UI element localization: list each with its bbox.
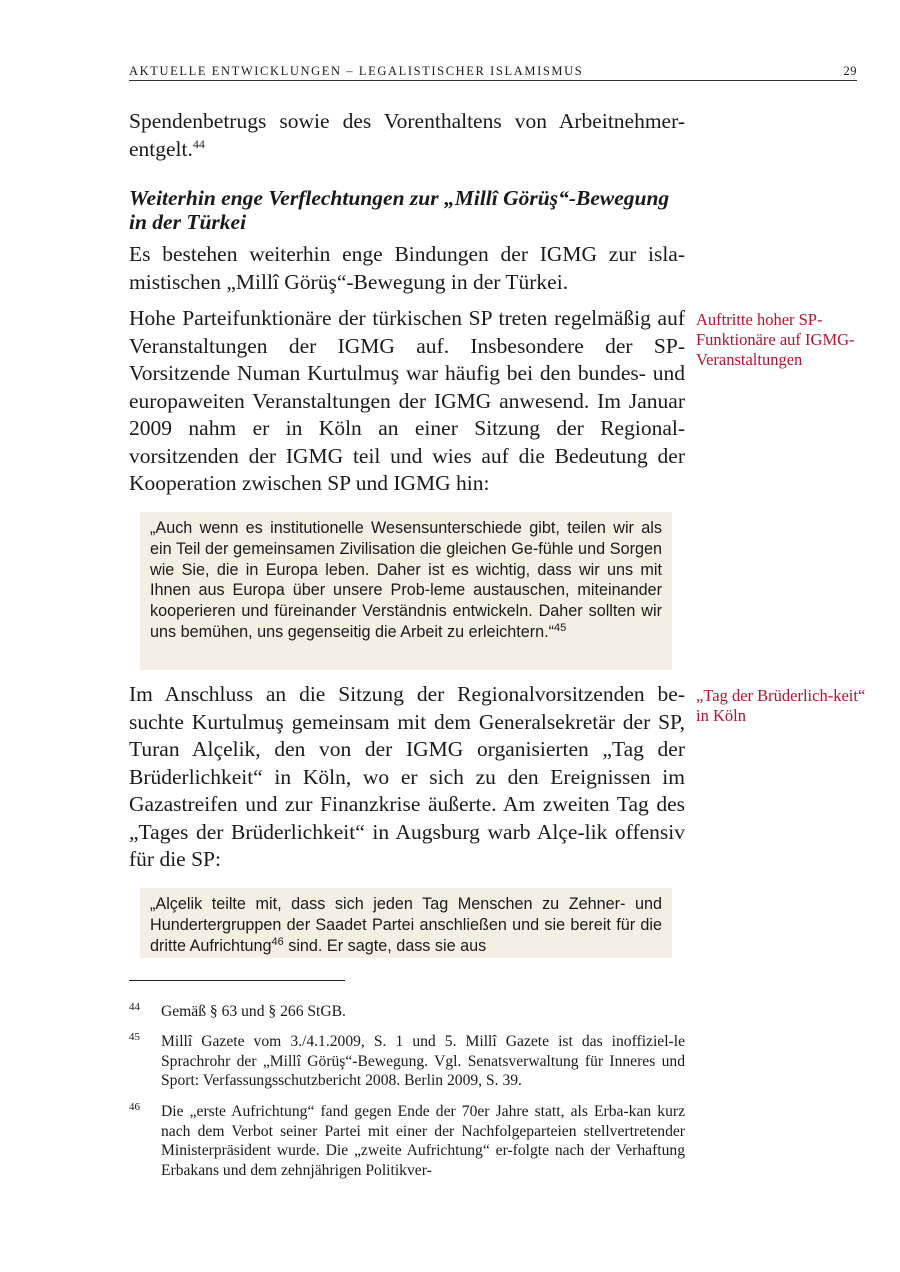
running-title: AKTUELLE ENTWICKLUNGEN – LEGALISTISCHER ISLAMISMUS — [129, 64, 584, 78]
footnote-divider — [129, 980, 345, 981]
section-heading: Weiterhin enge Verflechtungen zur „Millî Görüş“-Bewegung in der Türkei — [129, 186, 670, 234]
footnote-ref-44[interactable]: 44 — [192, 136, 205, 151]
footnote-46 — [129, 1102, 685, 1180]
footnote-ref-45[interactable]: 45 — [554, 621, 567, 634]
quote-kurtulmus — [140, 512, 672, 670]
footnote-45 — [129, 1032, 685, 1091]
footnote-ref-46[interactable]: 46 — [271, 935, 284, 948]
footnote-text: Millî Gazete vom 3./4.1.2009, S. 1 und 5. Millî Gazete ist das inoffiziel-le Sprachrohr der „Millî Görüş“-Bewegung. Vgl. Senatsverwaltung für Inneres und Sport: Verfassungsschutzbericht 2008. Berlin 2009, S. 39. — [161, 1033, 685, 1089]
footnote-44 — [129, 1002, 685, 1022]
quote-text-before: „Alçelik teilte mit, dass sich jeden Tag Menschen zu Zehner- und Hundertergruppen der Saadet Partei anschließen und sie bereit für die dritte Aufrichtung — [150, 895, 662, 955]
footnote-text: Die „erste Aufrichtung“ fand gegen Ende der 70er Jahre statt, als Erba-kan kurz nach dem Verbot seiner Partei mit einer der Nachfolgeparteien stellvertretender Ministerpräsident wurde. Die „zweite Aufrichtung“ er-folgte nach der Verhaftung Erbakans und dem zehnjährigen Politikver- — [161, 1103, 685, 1179]
quote-alcelik — [140, 888, 672, 958]
footnote-text: Gemäß § 63 und § 266 StGB. — [161, 1003, 346, 1020]
paragraph-continuation — [129, 108, 685, 163]
footnote-number: 44 — [129, 1001, 140, 1013]
running-header — [129, 62, 857, 81]
footnote-number: 46 — [129, 1101, 140, 1113]
paragraph-parteifunktionaere: Hohe Parteifunktionäre der türkischen SP treten regelmäßig auf Veranstaltungen der IGMG auf. Insbesondere der SP-Vorsitzende Numan Kurtulmuş war häufig bei den bundes- und europaweiten Veranstaltungen der IGMG anwesend. Im Januar 2009 nahm er in Köln an einer Sitzung der Regional-vorsitzenden der IGMG teil und wies auf die Bedeutung der Kooperation zwischen SP und IGMG hin: — [129, 306, 685, 495]
quote-text-after: sind. Er sagte, dass sie aus — [283, 936, 487, 955]
page-number: 29 — [843, 64, 857, 78]
margin-note-auftritte: Auftritte hoher SP-Funktionäre auf IGMG-Veranstaltungen — [696, 310, 855, 369]
footnote-number: 45 — [129, 1031, 140, 1043]
paragraph-bindungen: Es bestehen weiterhin enge Bindungen der IGMG zur isla-mistischen „Millî Görüş“-Bewegung in der Türkei. — [129, 242, 685, 294]
quote-text: „Auch wenn es institutionelle Wesensunterschiede gibt, teilen wir als ein Teil der gemeinsamen Zivilisation die gleichen Ge-fühle und Sorgen wie Sie, die in Europa leben. Daher ist es wichtig, dass wir uns mit Ihnen aus Europa über unsere Prob-leme austauschen, miteinander kooperieren und füreinander Verständnis entwickeln. Daher sollten wir uns bemühen, uns gegenseitig die Arbeit zu erleichtern.“ — [150, 519, 662, 641]
paragraph-text: Spendenbetrugs sowie des Vorenthaltens von Arbeitnehmer-entgelt. — [129, 109, 685, 161]
margin-note-tag-der-bruederlichkeit: „Tag der Brüderlich-keit“ in Köln — [696, 686, 866, 725]
paragraph-bruederlichkeit: Im Anschluss an die Sitzung der Regionalvorsitzenden be-suchte Kurtulmuş gemeinsam mit dem Generalsekretär der SP, Turan Alçelik, den von der IGMG organisierten „Tag der Brüderlichkeit“ in Köln, wo er sich zu den Ereignissen im Gazastreifen und zur Finanzkrise äußerte. Am zweiten Tag des „Tages der Brüderlichkeit“ in Augsburg warb Alçe-lik offensiv für die SP: — [129, 682, 685, 871]
